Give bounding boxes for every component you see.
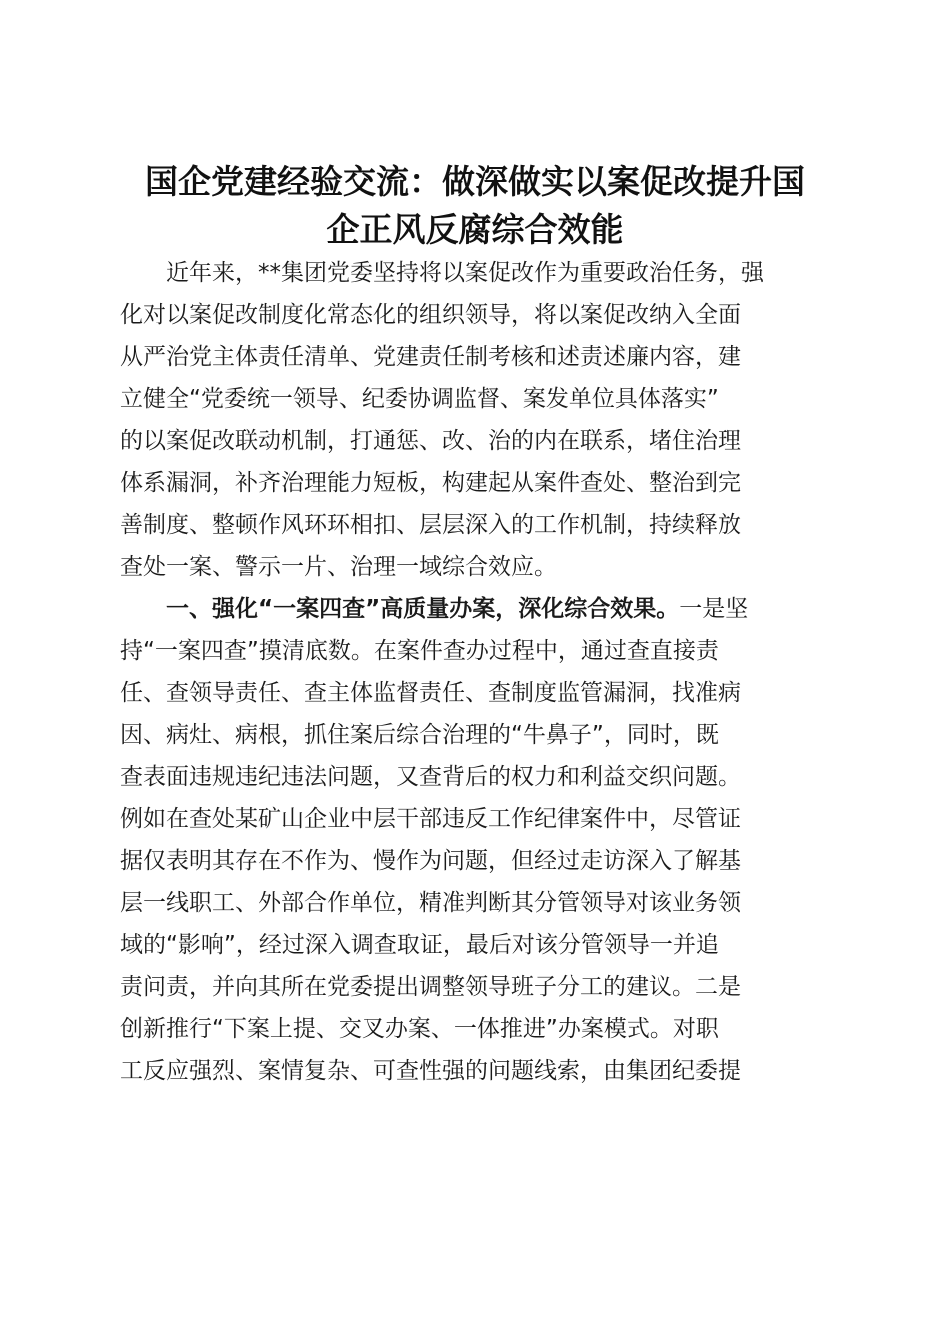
text-line: 因、病灶、病根，抓住案后综合治理的“牛鼻子”，同时，既 bbox=[120, 722, 719, 748]
text-line: 化对以案促改制度化常态化的组织领导，将以案促改纳入全面 bbox=[120, 302, 741, 328]
title-line-2: 企正风反腐综合效能 bbox=[326, 210, 624, 250]
paragraph-section-one bbox=[120, 588, 820, 1092]
text-line: 体系漏洞，补齐治理能力短板，构建起从案件查处、整治到完 bbox=[120, 470, 741, 496]
document-body bbox=[120, 252, 820, 1092]
document-title bbox=[110, 158, 840, 254]
section-heading-rest: 一是坚 bbox=[679, 596, 749, 622]
text-line: 层一线职工、外部合作单位，精准判断其分管领导对该业务领 bbox=[120, 890, 741, 916]
text-line: 据仅表明其存在不作为、慢作为问题，但经过走访深入了解基 bbox=[120, 848, 741, 874]
text-line: 创新推行“下案上提、交叉办案、一体推进”办案模式。对职 bbox=[120, 1016, 719, 1042]
text-line: 从严治党主体责任清单、党建责任制考核和述责述廉内容，建 bbox=[120, 344, 741, 370]
text-line: 立健全“党委统一领导、纪委协调监督、案发单位具体落实” bbox=[120, 386, 719, 412]
text-line: 查处一案、警示一片、治理一域综合效应。 bbox=[120, 554, 557, 580]
text-line: 域的“影响”，经过深入调查取证，最后对该分管领导一并追 bbox=[120, 932, 719, 958]
text-line: 任、查领导责任、查主体监督责任、查制度监管漏洞，找准病 bbox=[120, 680, 741, 706]
text-line: 近年来，**集团党委坚持将以案促改作为重要政治任务，强 bbox=[120, 260, 764, 286]
paragraph-intro bbox=[120, 252, 820, 588]
text-line: 工反应强烈、案情复杂、可查性强的问题线索，由集团纪委提 bbox=[120, 1058, 741, 1084]
text-line: 责问责，并向其所在党委提出调整领导班子分工的建议。二是 bbox=[120, 974, 741, 1000]
text-line: 查表面违规违纪违法问题，又查背后的权力和利益交织问题。 bbox=[120, 764, 741, 790]
section-heading-bold: 一、强化“一案四查”高质量办案，深化综合效果。 bbox=[120, 596, 680, 622]
text-line: 的以案促改联动机制，打通惩、改、治的内在联系，堵住治理 bbox=[120, 428, 741, 454]
text-line: 善制度、整顿作风环环相扣、层层深入的工作机制，持续释放 bbox=[120, 512, 741, 538]
section-heading-line bbox=[120, 588, 820, 630]
text-line: 持“一案四查”摸清底数。在案件查办过程中，通过查直接责 bbox=[120, 638, 719, 664]
title-line-1: 国企党建经验交流：做深做实以案促改提升国 bbox=[145, 162, 805, 202]
text-line: 例如在查处某矿山企业中层干部违反工作纪律案件中，尽管证 bbox=[120, 806, 741, 832]
